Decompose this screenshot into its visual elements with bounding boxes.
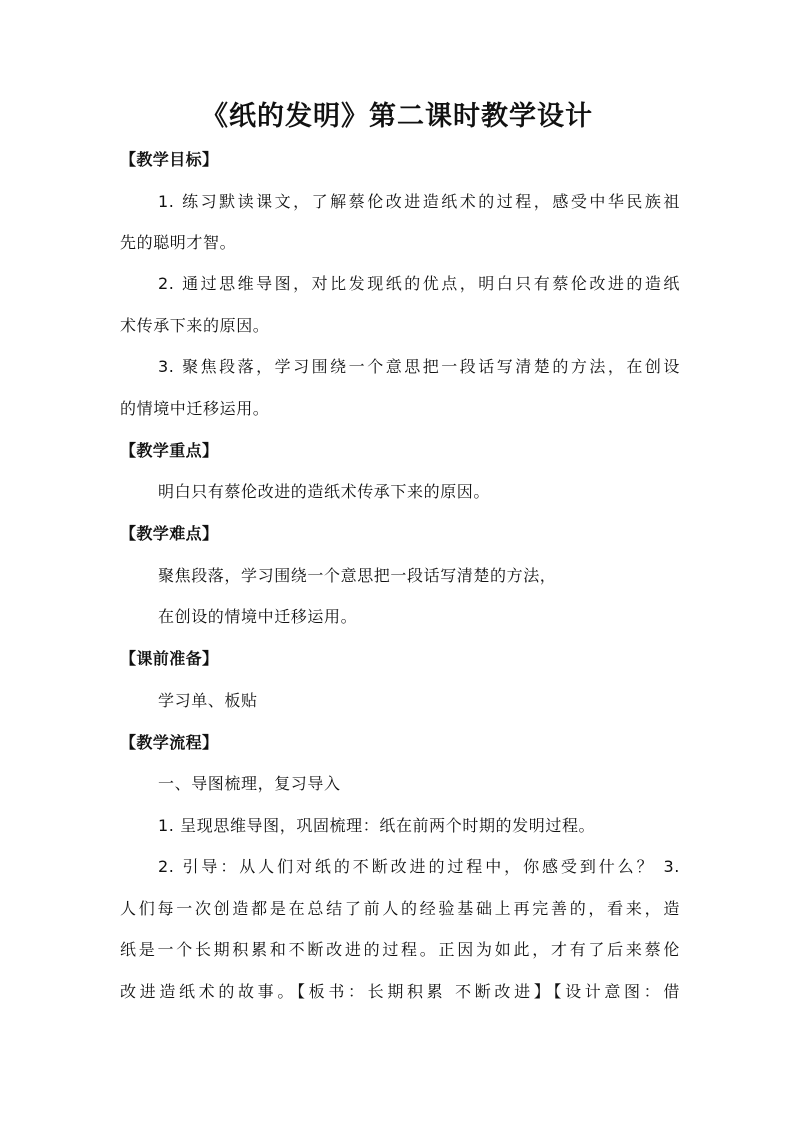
- section-heading-preparation: 【课前准备】: [120, 649, 219, 668]
- process-line-5: 纸是一个长期积累和不断改进的过程。正因为如此，才有了后来蔡伦: [120, 940, 680, 959]
- process-line-4: 人们每一次创造都是在总结了前人的经验基础上再完善的，看来，造: [120, 899, 680, 918]
- process-line-6: 改进造纸术的故事。【板书：长期积累 不断改进】【设计意图：借: [120, 982, 680, 1001]
- process-line-1: 一、导图梳理，复习导入: [158, 774, 341, 793]
- keypoints-line-1: 明白只有蔡伦改进的造纸术传承下来的原因。: [158, 482, 491, 501]
- preparation-line-1: 学习单、板贴: [158, 691, 258, 710]
- document-title: 《纸的发明》第二课时教学设计: [201, 101, 593, 132]
- section-heading-process: 【教学流程】: [120, 733, 219, 752]
- goals-line-1: 1. 练习默读课文，了解蔡伦改进造纸术的过程，感受中华民族祖: [158, 192, 680, 211]
- goals-line-5: 3. 聚焦段落，学习围绕一个意思把一段话写清楚的方法，在创设: [158, 357, 680, 376]
- section-heading-keypoints: 【教学重点】: [120, 441, 219, 460]
- section-heading-difficulties: 【教学难点】: [120, 524, 219, 543]
- difficulties-line-2: 在创设的情境中迁移运用。: [158, 607, 358, 626]
- section-heading-goals: 【教学目标】: [120, 150, 219, 169]
- goals-line-2: 先的聪明才智。: [120, 233, 237, 252]
- goals-line-4: 术传承下来的原因。: [120, 316, 270, 335]
- difficulties-line-1: 聚焦段落，学习围绕一个意思把一段话写清楚的方法，: [158, 566, 557, 585]
- process-line-2: 1. 呈现思维导图，巩固梳理：纸在前两个时期的发明过程。: [158, 816, 596, 835]
- process-line-3: 2. 引导：从人们对纸的不断改进的过程中，你感受到什么？ 3.: [158, 857, 680, 876]
- goals-line-6: 的情境中迁移运用。: [120, 399, 270, 418]
- goals-line-3: 2. 通过思维导图，对比发现纸的优点，明白只有蔡伦改进的造纸: [158, 274, 680, 293]
